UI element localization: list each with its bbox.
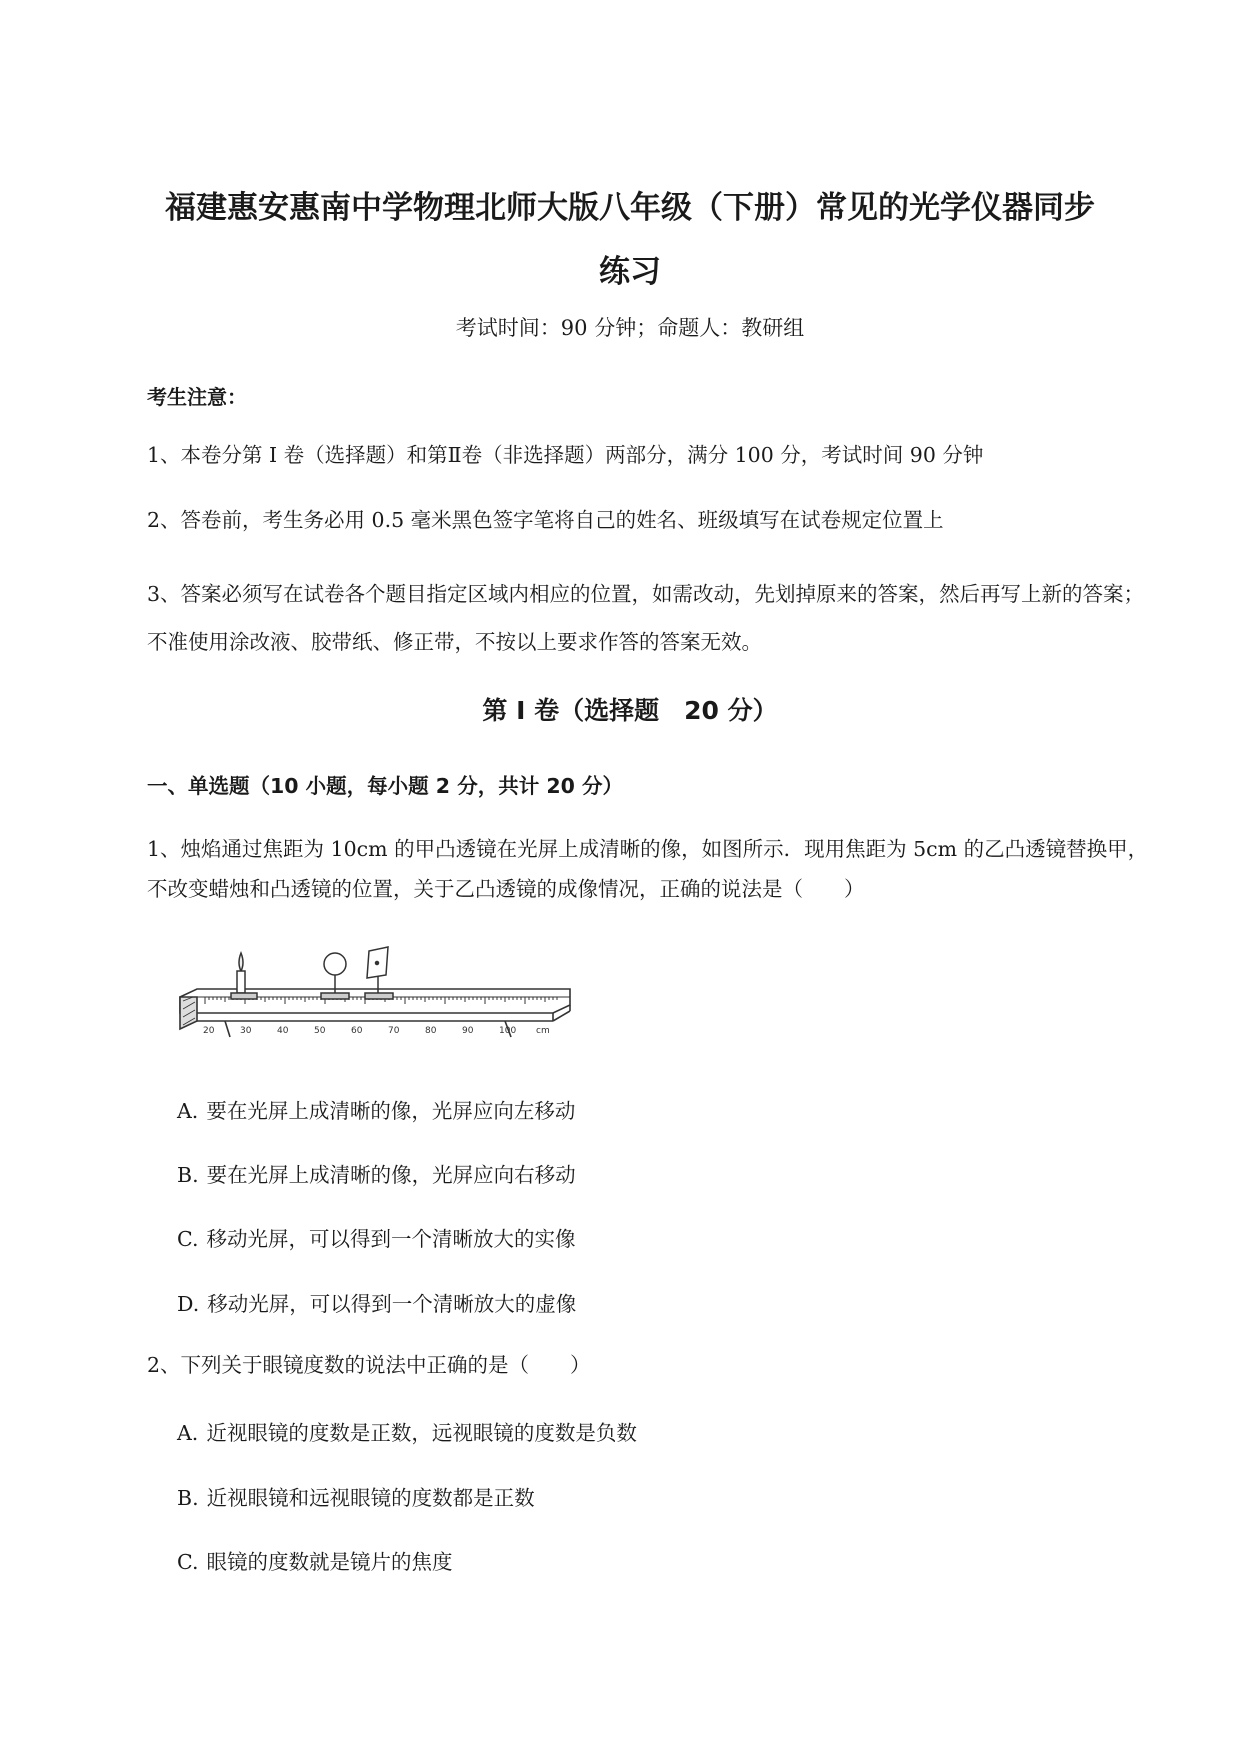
ruler-label: 70 [388, 1026, 400, 1036]
question-2-stem: 2、下列关于眼镜度数的说法中正确的是（ ） [147, 1353, 591, 1377]
q1-option-a[interactable] [177, 1094, 575, 1124]
section-title: 第 I 卷（选择题 20 分） [482, 696, 778, 725]
option-label: A. [177, 1099, 199, 1123]
part-heading: 一、单选题（10 小题，每小题 2 分，共计 20 分） [147, 774, 624, 798]
q1-option-c[interactable] [177, 1222, 575, 1252]
question-1-stem: 1、烛焰通过焦距为 10cm 的甲凸透镜在光屏上成清晰的像，如图所示．现用焦距为 5cm 的乙凸透镜替换甲，不改变蜡烛和凸透镜的位置，关于乙凸透镜的成像情况，正确的说法是（ ） [147, 837, 1149, 901]
option-label: C. [177, 1550, 199, 1574]
option-text: 近视眼镜和远视眼镜的度数都是正数 [206, 1486, 535, 1510]
ruler-label: 40 [277, 1026, 289, 1036]
optical-bench-svg [175, 945, 585, 1063]
option-text: 移动光屏，可以得到一个清晰放大的实像 [206, 1227, 576, 1251]
exam-info: 考试时间：90 分钟；命题人：教研组 [455, 316, 805, 340]
ruler-label: 20 [203, 1026, 215, 1036]
option-label: A. [177, 1421, 199, 1445]
ruler-label: 90 [462, 1026, 474, 1036]
ruler-label: cm [536, 1026, 550, 1036]
ruler-label: 30 [240, 1026, 252, 1036]
ruler-label: 80 [425, 1026, 437, 1036]
option-label: B. [177, 1163, 199, 1187]
notice-item-2: 2、答卷前，考生务必用 0.5 毫米黑色签字笔将自己的姓名、班级填写在试卷规定位置上 [147, 508, 944, 532]
ruler-label: 60 [351, 1026, 363, 1036]
q2-option-b[interactable] [177, 1481, 535, 1511]
optical-bench-figure [175, 945, 585, 1063]
page-title-line2: 练习 [599, 254, 661, 290]
q2-option-c[interactable] [177, 1545, 452, 1575]
option-label: C. [177, 1227, 199, 1251]
q1-option-b[interactable] [177, 1158, 576, 1188]
option-label: D. [177, 1292, 200, 1316]
option-text: 近视眼镜的度数是正数，远视眼镜的度数是负数 [206, 1421, 637, 1445]
q2-option-a[interactable] [177, 1416, 637, 1446]
ruler-label: 50 [314, 1026, 326, 1036]
page-title-line1: 福建惠安惠南中学物理北师大版八年级（下册）常见的光学仪器同步 [165, 190, 1095, 226]
option-text: 要在光屏上成清晰的像，光屏应向左移动 [206, 1099, 576, 1123]
notice-heading: 考生注意： [147, 385, 247, 409]
ruler-labels [203, 1026, 550, 1036]
notice-item-3: 3、答案必须写在试卷各个题目指定区域内相应的位置，如需改动，先划掉原来的答案，然后再写上新的答案；不准使用涂改液、胶带纸、修正带，不按以上要求作答的答案无效。 [147, 582, 1145, 654]
option-text: 移动光屏，可以得到一个清晰放大的虚像 [207, 1292, 577, 1316]
notice-item-1: 1、本卷分第 I 卷（选择题）和第Ⅱ卷（非选择题）两部分，满分 100 分，考试时间 90 分钟 [147, 443, 984, 467]
option-text: 眼镜的度数就是镜片的焦度 [206, 1550, 453, 1574]
q1-option-d[interactable] [177, 1287, 576, 1317]
ruler-label: 100 [499, 1026, 517, 1036]
option-label: B. [177, 1486, 199, 1510]
option-text: 要在光屏上成清晰的像，光屏应向右移动 [206, 1163, 576, 1187]
